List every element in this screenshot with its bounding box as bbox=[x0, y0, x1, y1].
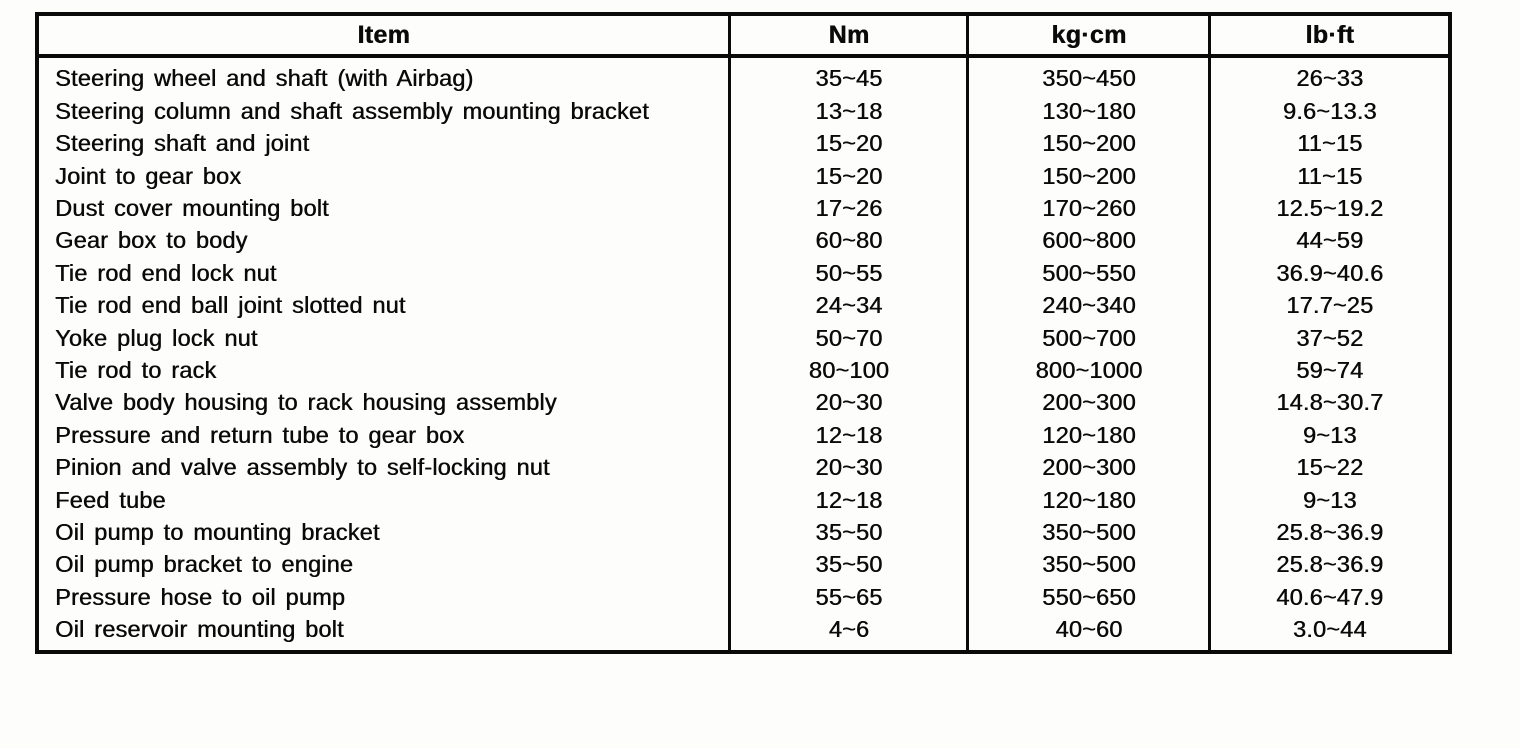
lbft-cell: 14.8~30.7 bbox=[1210, 387, 1450, 419]
table-header bbox=[37, 14, 1450, 56]
lbft-cell: 59~74 bbox=[1210, 355, 1450, 387]
table-row bbox=[37, 193, 1450, 225]
lbft-cell: 12.5~19.2 bbox=[1210, 193, 1450, 225]
table-row bbox=[37, 452, 1450, 484]
kgcm-cell: 550~650 bbox=[968, 581, 1210, 613]
column-header-item: Item bbox=[37, 14, 730, 56]
table-row bbox=[37, 419, 1450, 451]
table-row bbox=[37, 128, 1450, 160]
header-row bbox=[37, 14, 1450, 56]
item-cell: Tie rod to rack bbox=[55, 356, 217, 383]
nm-cell: 13~18 bbox=[730, 95, 968, 127]
lbft-cell: 17.7~25 bbox=[1210, 290, 1450, 322]
item-cell: Yoke plug lock nut bbox=[55, 324, 258, 351]
kgcm-cell: 170~260 bbox=[968, 193, 1210, 225]
nm-cell: 35~50 bbox=[730, 549, 968, 581]
kgcm-cell: 150~200 bbox=[968, 128, 1210, 160]
item-cell: Feed tube bbox=[55, 486, 166, 513]
item-cell: Joint to gear box bbox=[55, 162, 242, 189]
column-header-kgcm: kg·cm bbox=[968, 14, 1210, 56]
table-body bbox=[37, 56, 1450, 652]
nm-cell: 17~26 bbox=[730, 193, 968, 225]
item-cell: Oil reservoir mounting bolt bbox=[55, 616, 344, 643]
column-header-lbft: lb·ft bbox=[1210, 14, 1450, 56]
item-cell: Pressure and return tube to gear box bbox=[55, 421, 465, 448]
table-row bbox=[37, 95, 1450, 127]
lbft-cell: 11~15 bbox=[1210, 160, 1450, 192]
item-cell: Dust cover mounting bolt bbox=[55, 195, 329, 221]
item-cell: Pinion and valve assembly to self-locking nut bbox=[55, 454, 550, 481]
table-row bbox=[37, 387, 1450, 419]
lbft-cell: 9.6~13.3 bbox=[1210, 95, 1450, 127]
nm-cell: 35~45 bbox=[730, 56, 968, 95]
lbft-cell: 25.8~36.9 bbox=[1210, 516, 1450, 548]
item-cell: Oil pump to mounting bracket bbox=[55, 518, 380, 545]
lbft-cell: 44~59 bbox=[1210, 225, 1450, 257]
lbft-cell: 9~13 bbox=[1210, 484, 1450, 516]
table-row bbox=[37, 581, 1450, 613]
table-row bbox=[37, 257, 1450, 289]
nm-cell: 12~18 bbox=[730, 484, 968, 516]
nm-cell: 4~6 bbox=[730, 614, 968, 652]
kgcm-cell: 120~180 bbox=[968, 419, 1210, 451]
item-cell: Valve body housing to rack housing assembly bbox=[55, 389, 557, 416]
kgcm-cell: 350~450 bbox=[968, 56, 1210, 95]
table-row bbox=[37, 290, 1450, 322]
item-cell: Steering column and shaft assembly mounting bracket bbox=[55, 97, 649, 124]
item-cell: Tie rod end ball joint slotted nut bbox=[55, 292, 406, 319]
table-row bbox=[37, 484, 1450, 516]
nm-cell: 50~70 bbox=[730, 322, 968, 354]
nm-cell: 15~20 bbox=[730, 160, 968, 192]
kgcm-cell: 800~1000 bbox=[968, 355, 1210, 387]
table-row bbox=[37, 355, 1450, 387]
nm-cell: 55~65 bbox=[730, 581, 968, 613]
lbft-cell: 36.9~40.6 bbox=[1210, 257, 1450, 289]
kgcm-cell: 350~500 bbox=[968, 549, 1210, 581]
table-row bbox=[37, 516, 1450, 548]
table-row bbox=[37, 225, 1450, 257]
kgcm-cell: 200~300 bbox=[968, 452, 1210, 484]
kgcm-cell: 500~550 bbox=[968, 257, 1210, 289]
nm-cell: 60~80 bbox=[730, 225, 968, 257]
nm-cell: 80~100 bbox=[730, 355, 968, 387]
nm-cell: 24~34 bbox=[730, 290, 968, 322]
kgcm-cell: 150~200 bbox=[968, 160, 1210, 192]
nm-cell: 20~30 bbox=[730, 452, 968, 484]
nm-cell: 20~30 bbox=[730, 387, 968, 419]
lbft-cell: 37~52 bbox=[1210, 322, 1450, 354]
lbft-cell: 15~22 bbox=[1210, 452, 1450, 484]
kgcm-cell: 130~180 bbox=[968, 95, 1210, 127]
item-cell: Steering shaft and joint bbox=[55, 130, 310, 157]
lbft-cell: 25.8~36.9 bbox=[1210, 549, 1450, 581]
nm-cell: 50~55 bbox=[730, 257, 968, 289]
nm-cell: 15~20 bbox=[730, 128, 968, 160]
kgcm-cell: 500~700 bbox=[968, 322, 1210, 354]
table-row bbox=[37, 160, 1450, 192]
table-row bbox=[37, 549, 1450, 581]
lbft-cell: 9~13 bbox=[1210, 419, 1450, 451]
lbft-cell: 40.6~47.9 bbox=[1210, 581, 1450, 613]
item-cell: Gear box to body bbox=[55, 227, 248, 254]
column-header-nm: Nm bbox=[730, 14, 968, 56]
kgcm-cell: 240~340 bbox=[968, 290, 1210, 322]
kgcm-cell: 350~500 bbox=[968, 516, 1210, 548]
item-cell: Oil pump bracket to engine bbox=[55, 551, 354, 578]
nm-cell: 35~50 bbox=[730, 516, 968, 548]
lbft-cell: 26~33 bbox=[1210, 56, 1450, 95]
item-cell: Pressure hose to oil pump bbox=[55, 583, 346, 610]
kgcm-cell: 200~300 bbox=[968, 387, 1210, 419]
item-cell: Steering wheel and shaft (with Airbag) bbox=[55, 65, 474, 92]
nm-cell: 12~18 bbox=[730, 419, 968, 451]
kgcm-cell: 600~800 bbox=[968, 225, 1210, 257]
kgcm-cell: 40~60 bbox=[968, 614, 1210, 652]
torque-spec-table bbox=[35, 12, 1452, 654]
table-row bbox=[37, 56, 1450, 95]
table-row bbox=[37, 614, 1450, 652]
table-row bbox=[37, 322, 1450, 354]
lbft-cell: 3.0~44 bbox=[1210, 614, 1450, 652]
kgcm-cell: 120~180 bbox=[968, 484, 1210, 516]
item-cell: Tie rod end lock nut bbox=[55, 259, 277, 286]
lbft-cell: 11~15 bbox=[1210, 128, 1450, 160]
